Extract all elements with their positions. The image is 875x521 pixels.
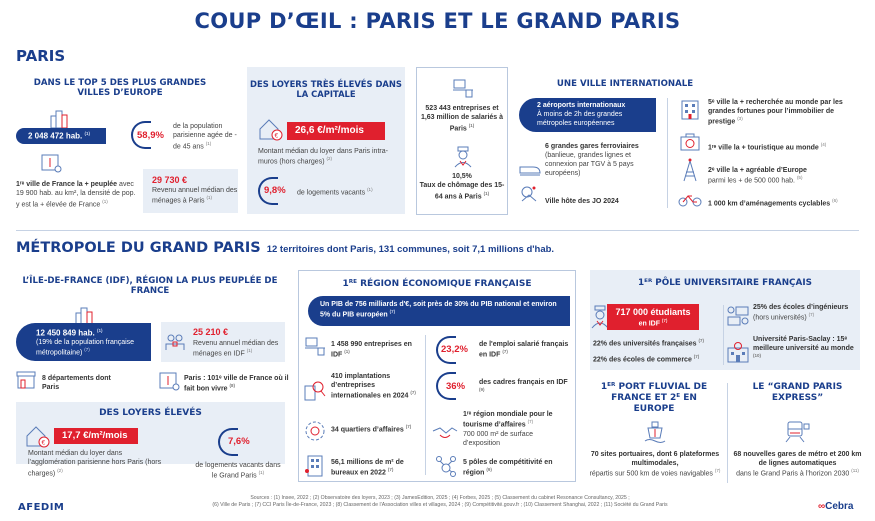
ref: (8) — [229, 383, 236, 389]
population-share: (19% de la population française métropolitaine) — [36, 338, 135, 357]
paris-rent-value: 26,6 €/m²/mois — [287, 122, 385, 140]
econ-left-2 — [331, 372, 421, 401]
divider — [667, 98, 668, 208]
students-badge — [607, 304, 699, 330]
port-heading: 1ᴱᴿ PORT FLUVIAL DE FRANCE ET 2ᴱ EN EUROPE — [600, 382, 708, 414]
paris-income-card — [143, 169, 238, 213]
idf-rents-heading: DES LOYERS ÉLEVÉS — [99, 408, 202, 418]
network-icon — [435, 455, 457, 477]
house-euro-icon — [25, 424, 50, 448]
port-detail: répartis sur 500 km de voies navigables — [589, 470, 713, 478]
econ-left-4 — [331, 458, 426, 478]
ref: (9) — [486, 467, 492, 473]
cebra-text: Cebra — [825, 501, 854, 512]
business-schools-text — [593, 354, 718, 365]
idf-income-card — [161, 322, 285, 362]
stations-text — [545, 142, 660, 178]
paris-unemployment — [419, 172, 505, 202]
ref: (1) — [367, 187, 373, 192]
ref: (7) — [808, 312, 815, 318]
item-text: 410 implantations d’entreprises internationales en 2024 — [331, 373, 409, 400]
ref: (10) — [753, 353, 762, 359]
sources-line-1: Sources : (1) Insee, 2022 ; (2) Observatoire des loyers, 2023 ; (3) JamesEdition, 2025 ; (4) Forbes, 2025 ; (5) Classement du cabinet Resonance Consultancy, 2025 ; — [250, 495, 630, 501]
ref: (9) — [479, 387, 485, 393]
item-text: parmi les + de 500 000 hab. — [708, 177, 795, 185]
divider — [723, 305, 724, 365]
income-text: Revenu annuel médian des ménages en IDF — [193, 340, 279, 358]
density-detail: avec 19 900 hab. au km², la densité de pop. y est la + élevée de France — [16, 181, 136, 209]
ref: (7) — [661, 317, 668, 323]
map-icon — [158, 371, 180, 391]
income-value: 29 730 € — [152, 175, 188, 185]
bicycle-icon — [678, 193, 702, 207]
business-schools-desc: 22% des écoles de commerce — [593, 356, 692, 364]
divider — [425, 335, 426, 475]
income-text: Revenu annuel médian des ménages à Paris — [152, 187, 238, 205]
cebra-logo: ∞Cebra — [818, 501, 854, 512]
paris-vacant-text — [297, 187, 397, 198]
ref: (1) — [483, 190, 490, 196]
quality-text — [184, 374, 289, 394]
olympic-torch-icon — [519, 185, 539, 203]
item-bold: 1 000 km d’aménagements cyclables — [708, 200, 831, 208]
map-icon — [40, 153, 62, 173]
vacant-desc: de logements vacants — [297, 189, 366, 197]
global-search-icon — [304, 380, 326, 402]
unemployment-desc: Taux de chômage des 15-64 ans à Paris — [419, 182, 505, 201]
ref: (7) — [387, 467, 394, 473]
ref: (1) — [102, 198, 108, 204]
divider — [727, 383, 728, 483]
young-pct: 58,9% — [137, 130, 164, 141]
handshake-icon — [432, 425, 458, 441]
ref: (11) — [851, 468, 859, 474]
idf-heading: L’ÎLE-DE-FRANCE (IDF), RÉGION LA PLUS PEUPLÉE DE FRANCE — [22, 276, 278, 297]
tourism-bold: 1ʳᵉ région mondiale pour le tourisme d’affaires — [463, 411, 553, 429]
section-divider — [16, 230, 859, 231]
ship-icon — [643, 420, 667, 444]
paris-companies-text — [419, 104, 505, 134]
stations-detail: (banlieue, grandes lignes et connexion par TGV à 5 pays européens) — [545, 152, 634, 178]
afedim-logo: AFEDIM — [18, 502, 65, 513]
city-buildings-icon — [48, 110, 70, 128]
engineering-detail: (hors universités) — [753, 314, 807, 322]
idf-vacant-pct: 7,6% — [228, 436, 250, 447]
chat-bubbles-icon — [727, 306, 749, 326]
airports-text: À moins de 2h des grandes métropoles européennes — [537, 110, 623, 127]
ref: (1) — [468, 122, 475, 128]
ref: (3) — [737, 116, 743, 122]
olympics-text: Ville hôte des JO 2024 — [545, 198, 619, 205]
idf-population-badge — [16, 323, 151, 361]
stations-bold: 6 grandes gares ferroviaires — [545, 143, 639, 150]
density-text — [16, 180, 136, 210]
ref: (7) — [405, 424, 412, 429]
express-heading: LE “GRAND PARIS EXPRESS” — [752, 382, 843, 403]
ref: (1) — [206, 195, 212, 201]
item-text: 56,1 millions de m² de bureaux en 2022 — [331, 459, 404, 477]
gdp-text: Un PIB de 756 milliards d'€, soit près de 30% du PIB national et environ 5% du PIB européen — [320, 301, 557, 319]
ref: (7) — [714, 468, 721, 474]
intl-item-3 — [708, 166, 863, 186]
economy-heading: 1ᴿᴱ RÉGION ÉCONOMIQUE FRANÇAISE — [342, 279, 532, 289]
young-desc: de la population parisienne agée de - de 45 ans — [173, 123, 237, 150]
express-bold: 68 nouvelles gares de métro et 200 km de lignes automatiques — [733, 451, 862, 468]
top5-heading: DANS LE TOP 5 DES PLUS GRANDES VILLES D’EUROPE — [33, 78, 207, 99]
vacant-desc: de logements vacants dans le Grand Paris — [195, 462, 281, 480]
business-district-icon — [304, 420, 326, 442]
camera-icon — [680, 133, 700, 151]
quality-desc: Paris : 101ᵉ ville de France où il fait bon vivre — [184, 375, 289, 393]
ref: (1) — [258, 470, 265, 476]
airports-bold: 2 aéroports internationaux — [537, 102, 626, 109]
ref: (7) — [527, 419, 534, 425]
section-title-metropole: MÉTROPOLE DU GRAND PARIS — [16, 240, 261, 256]
section-title-paris: PARIS — [16, 47, 66, 65]
employment-desc: de l'emploi salarié français en IDF — [479, 341, 569, 359]
ref: (1) — [84, 131, 90, 136]
eiffel-tower-icon — [680, 158, 700, 182]
item-bold: 1ʳᵉ ville la + touristique au monde — [708, 144, 819, 152]
rent-desc: Montant médian du loyer dans l’agglomération parisienne hors Paris (hors charges) — [28, 450, 162, 478]
ref: (2) — [326, 156, 332, 162]
clusters-text — [463, 458, 571, 478]
intl-item-4 — [708, 198, 873, 209]
ref: (1) — [344, 349, 350, 355]
rent-desc: Montant médian du loyer dans Paris intra-muros (hors charges) — [258, 148, 388, 166]
idf-rent-value: 17,7 €/m²/mois — [54, 428, 138, 444]
universities-desc: 22% des universités françaises — [593, 340, 697, 348]
ref: (6) — [832, 198, 838, 203]
train-icon — [519, 163, 541, 177]
office-desk-icon — [452, 78, 474, 98]
population-value: 12 450 849 hab. — [36, 328, 95, 338]
item-bold: 2ᵉ ville la + agréable d’Europe — [708, 167, 807, 174]
employment-text — [479, 340, 569, 360]
port-bold: 70 sites portuaires, dont 6 plateformes multimodales, — [590, 451, 720, 468]
companies-desc: 523 443 entreprises et 1,63 million de salariés à Paris — [420, 105, 504, 133]
engineering-bold: 25% des écoles d’ingénieurs — [753, 304, 849, 311]
ref: (5) — [796, 175, 803, 181]
executives-pct: 36% — [446, 381, 466, 392]
metro-train-icon — [784, 420, 810, 444]
ref: (7) — [698, 338, 704, 343]
executives-text — [479, 378, 569, 398]
executives-desc: des cadres français en IDF — [479, 379, 568, 386]
ref: (7) — [84, 347, 90, 353]
econ-left-3 — [331, 424, 421, 434]
office-desk-icon — [304, 336, 326, 356]
clusters-desc: 5 pôles de compétitivité en région — [463, 459, 553, 477]
tourism-detail: 700 000 m² de surface d’exposition — [463, 430, 534, 447]
paris-population-badge — [16, 128, 106, 144]
ref: (7) — [410, 390, 416, 396]
universities-text — [593, 338, 718, 349]
sources-line-2: (6) Ville de Paris ; (7) CCI Paris Île-de-France, 2023 ; (8) Classement de l’Association villes et villages, 2024 ; (9) Compétitivité.gouv.fr ; (10) Classement Shanghai, 2022 ; (11) Société du Grand Paris — [212, 502, 668, 509]
idf-rent-text — [28, 449, 168, 479]
employment-pct: 23,2% — [441, 344, 468, 355]
income-value: 25 210 € — [193, 327, 229, 337]
young-text — [173, 123, 241, 152]
density-bold: 1ʳᵉ ville de France la + peuplée — [16, 181, 118, 188]
paris-vacant-pct: 9,8% — [264, 185, 286, 196]
svg-text:€: € — [274, 132, 279, 140]
gdp-badge — [308, 296, 570, 326]
unemployment-value: 10,5% — [452, 173, 472, 180]
house-euro-icon — [258, 117, 283, 141]
item-bold: 5ᵉ ville la + recherchée au monde par les grandes fortunes pour l’immobilier de prestige — [708, 99, 843, 126]
ref: (7) — [693, 354, 700, 359]
ref: (2) — [57, 467, 63, 473]
ref: (1) — [205, 140, 212, 146]
saclay-desc: Université Paris-Saclay : 15ᵉ meilleure université au monde — [753, 336, 854, 353]
intl-item-2 — [708, 142, 868, 153]
international-heading: UNE VILLE INTERNATIONALE — [556, 79, 694, 89]
ref: (1) — [246, 348, 253, 354]
tourism-text — [463, 410, 571, 448]
office-building-icon — [304, 455, 326, 477]
item-text: 1 458 990 entreprises en IDF — [331, 341, 412, 359]
family-icon — [165, 332, 185, 352]
shop-icon — [16, 371, 36, 389]
svg-text:€: € — [41, 439, 46, 447]
building-icon — [680, 100, 700, 120]
page-title: COUP D’ŒIL : PARIS ET LE GRAND PARIS — [194, 9, 681, 33]
students-sub: en IDF — [638, 320, 660, 328]
ref: (7) — [389, 309, 396, 315]
population-value: 2 048 472 hab. — [28, 131, 83, 141]
express-text — [730, 450, 865, 479]
port-text — [586, 450, 724, 479]
sources — [140, 495, 740, 510]
university-heading: 1ᴱᴿ PÔLE UNIVERSITAIRE FRANÇAIS — [638, 278, 812, 288]
departments-text: 8 départements dont Paris — [42, 375, 111, 392]
engineering-text — [753, 303, 858, 323]
university-building-icon — [727, 341, 749, 363]
students-value: 717 000 étudiants — [615, 307, 691, 317]
ref: (7) — [502, 349, 508, 355]
metropole-subtitle: 12 territoires dont Paris, 131 communes, soit 7,1 millions d'hab. — [266, 244, 555, 255]
intl-item-1 — [708, 98, 853, 127]
express-detail: dans le Grand Paris à l’horizon 2030 — [736, 470, 850, 478]
item-text: 34 quartiers d’affaires — [331, 426, 404, 434]
econ-left-1 — [331, 340, 421, 360]
ref: (1) — [96, 328, 103, 333]
ref: (4) — [820, 142, 827, 147]
idf-vacant-text — [192, 461, 284, 481]
saclay-text — [753, 335, 863, 364]
worker-icon — [453, 146, 473, 168]
rents-heading: DES LOYERS TRÈS ÉLEVÉS DANS LA CAPITALE — [250, 79, 402, 100]
paris-rent-text — [258, 147, 398, 167]
paris-economy-box — [416, 67, 508, 215]
airports-badge — [519, 98, 656, 132]
metropole-header — [16, 239, 554, 257]
paris-rents-panel — [247, 67, 405, 214]
